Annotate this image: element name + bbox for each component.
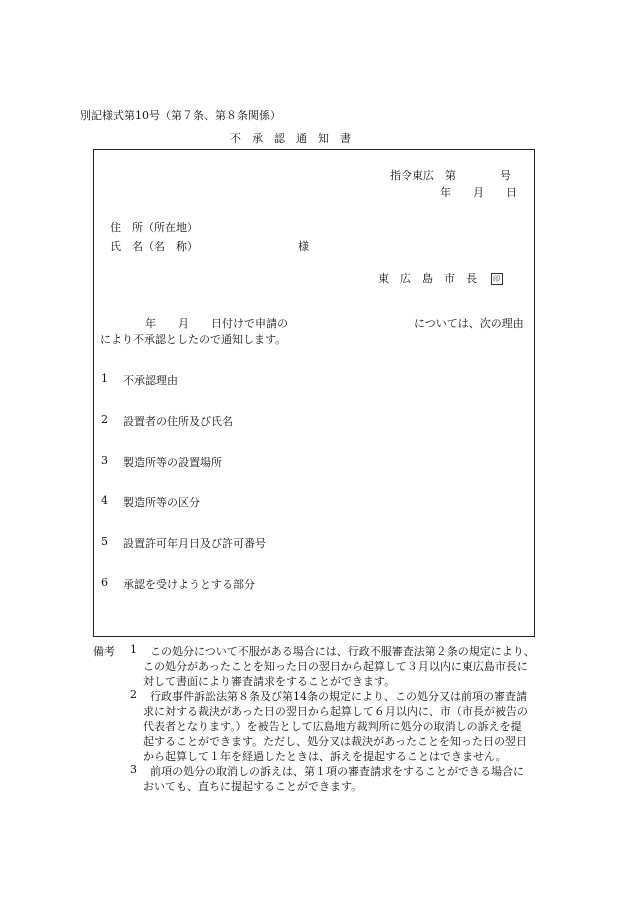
issuer bbox=[378, 270, 503, 286]
note-2-num: 2 bbox=[130, 688, 137, 701]
doc-number: 指令東広 第 号 bbox=[390, 169, 511, 182]
note-2-line-3: 代表者となります。）を被告として広島地方裁判所に処分の取消しの訴えを提 bbox=[143, 720, 522, 733]
item-1-num: 1 bbox=[101, 372, 108, 385]
name-label: 氏 名（名 称） bbox=[110, 240, 198, 253]
item-1-label: 不承認理由 bbox=[123, 374, 178, 387]
item-5-label: 設置許可年月日及び許可番号 bbox=[123, 537, 266, 550]
honorific: 様 bbox=[298, 240, 309, 253]
note-1-num: 1 bbox=[130, 643, 137, 656]
note-2-line-1: 行政事件訴訟法第８条及び第14条の規定により、この処分又は前項の審査請 bbox=[150, 690, 527, 703]
item-2-num: 2 bbox=[101, 413, 108, 426]
item-2-label: 設置者の住所及び氏名 bbox=[123, 415, 233, 428]
note-3-num: 3 bbox=[130, 763, 137, 776]
address-label: 住 所（所在地） bbox=[110, 221, 198, 234]
body-part2: については、次の理由 bbox=[414, 317, 524, 330]
item-4-label: 製造所等の区分 bbox=[123, 496, 200, 509]
item-4-num: 4 bbox=[101, 494, 108, 507]
note-2-line-5: から起算して１年を経過したときは、訴えを提起することはできません。 bbox=[143, 750, 507, 763]
notes-heading: 備考 bbox=[93, 645, 115, 658]
note-2-line-4: 起することができます。ただし、処分又は裁決があったことを知った日の翌日 bbox=[143, 735, 528, 748]
item-3-label: 製造所等の設置場所 bbox=[123, 456, 222, 469]
issuer-name: 東 広 島 市 長 bbox=[378, 272, 477, 285]
issue-date: 年 月 日 bbox=[440, 186, 517, 199]
page-title: 不 承 認 通 知 書 bbox=[230, 132, 351, 145]
note-1-line-1: この処分について不服がある場合には、行政不服審査法第２条の規定により、 bbox=[150, 645, 535, 658]
body-part1: 年 月 日付けで申請の bbox=[145, 317, 288, 330]
note-2-line-2: 求に対する裁決があった日の翌日から起算して６月以内に、市（市長が被告の bbox=[143, 705, 528, 718]
body-line2: により不承認としたので通知します。 bbox=[100, 333, 287, 346]
note-3-line-2: おいても、直ちに提起することができます。 bbox=[143, 780, 363, 793]
note-1-line-2: この処分があったことを知った日の翌日から起算して３月以内に東広島市長に bbox=[143, 660, 528, 673]
form-label: 別記様式第10号（第７条、第８条関係） bbox=[80, 109, 281, 122]
item-6-num: 6 bbox=[101, 576, 108, 589]
seal-mark: 印 bbox=[491, 273, 503, 285]
item-6-label: 承認を受けようとする部分 bbox=[123, 578, 255, 591]
note-1-line-3: 対して書面により審査請求をすることができます。 bbox=[143, 675, 396, 688]
item-3-num: 3 bbox=[101, 454, 108, 467]
note-3-line-1: 前項の処分の取消しの訴えは、第１項の審査請求をすることができる場合に bbox=[150, 765, 524, 778]
item-5-num: 5 bbox=[101, 535, 108, 548]
